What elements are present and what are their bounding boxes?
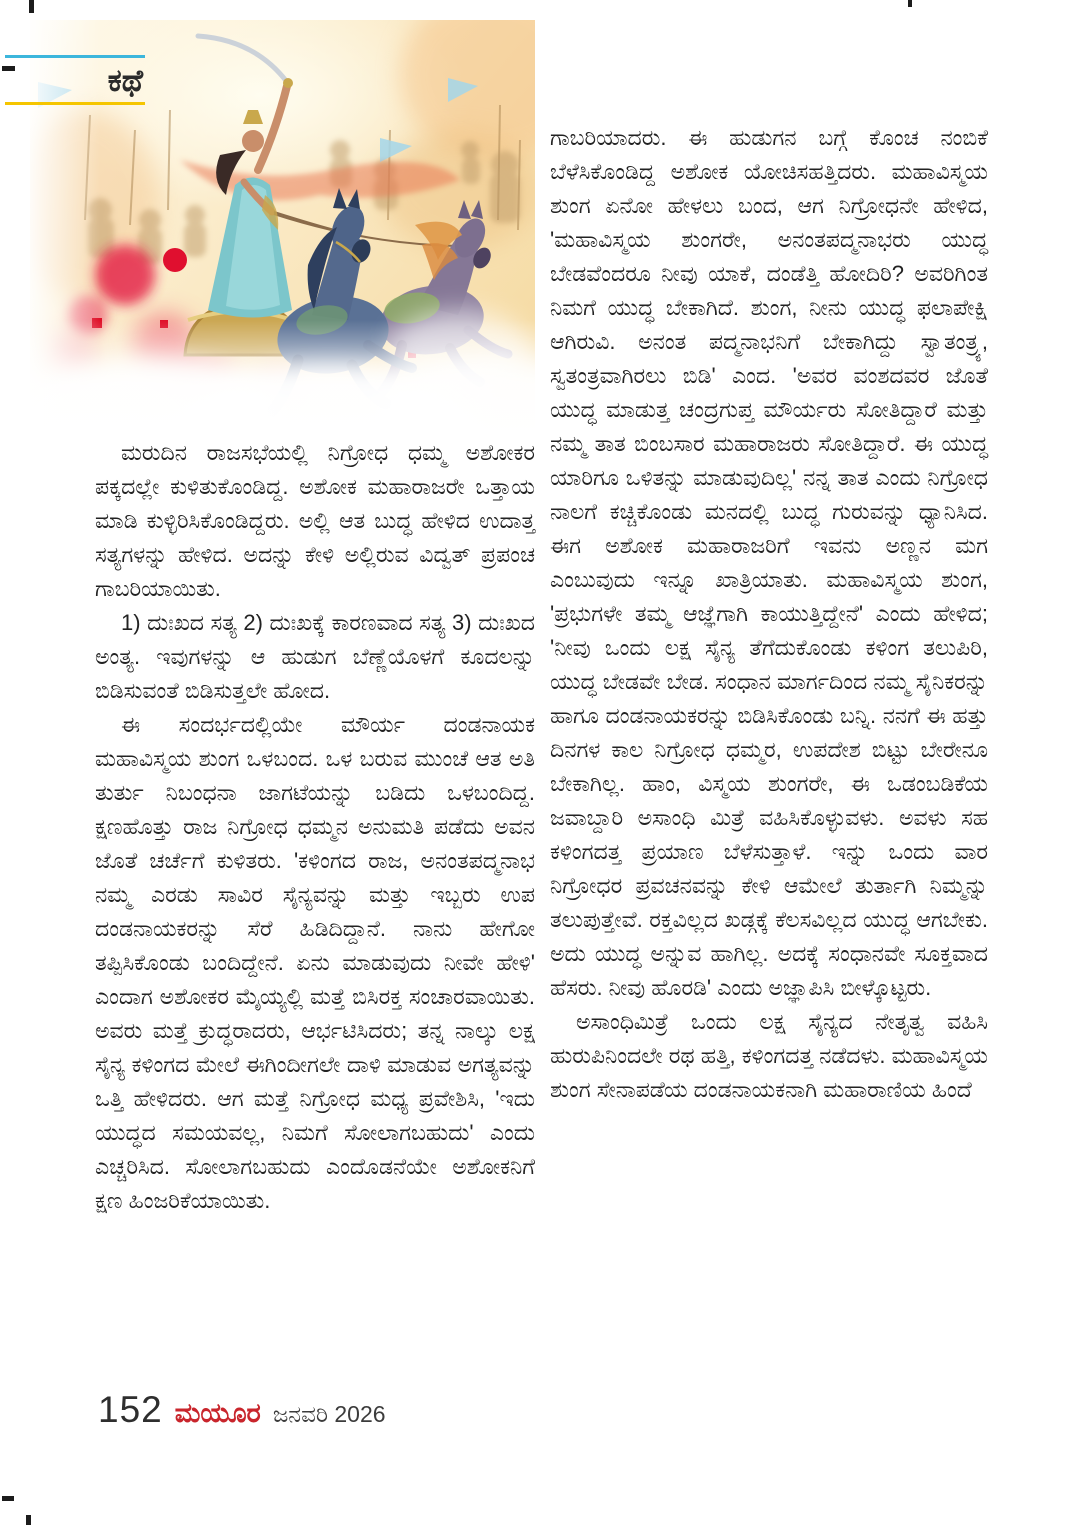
kicker-rule-yellow [5, 102, 145, 105]
issue-date: ಜನವರಿ 2026 [272, 1401, 386, 1427]
page-number: 152 [98, 1389, 163, 1430]
crop-mark-bottom-left [2, 1496, 14, 1501]
crop-mark-top-left [29, 0, 34, 13]
paragraph: ಗಾಬರಿಯಾದರು. ಈ ಹುಡುಗನ ಬಗ್ಗೆ ಕೊಂಚ ನಂಬಿಕೆ ಬೆಳೆಸಿಕೊಂಡಿದ್ದ ಅಶೋಕ ಯೋಚಿಸಹತ್ತಿದರು. ಮಹಾವಿಸ್ಮಯ ಶುಂಗ ಏನೋ ಹೇಳಲು ಬಂದ, ಆಗ ನಿಗ್ರೋಧನೇ ಹೇಳಿದ, 'ಮಹಾವಿಸ್ಮಯ ಶುಂಗರೇ, ಅನಂತಪದ್ಮನಾಭರು ಯುದ್ಧ ಬೇಡವೆಂದರೂ ನೀವು ಯಾಕೆ, ದಂಡೆತ್ತಿ ಹೋದಿರಿ? ಅವರಿಗಿಂತ ನಿಮಗೆ ಯುದ್ಧ ಬೇಕಾಗಿದೆ. ಶುಂಗ, ನೀನು ಯುದ್ಧ ಫಲಾಪೇಕ್ಷಿ ಆಗಿರುವಿ. ಅನಂತ ಪದ್ಮನಾಭನಿಗೆ ಬೇಕಾಗಿದ್ದು ಸ್ವಾತಂತ್ರ್ಯ, ಸ್ವತಂತ್ರವಾಗಿರಲು ಬಿಡಿ' ಎಂದ. 'ಅವರ ವಂಶದವರ ಜೊತೆ ಯುದ್ಧ ಮಾಡುತ್ತ ಚಂದ್ರಗುಪ್ತ ಮೌರ್ಯರು ಸೋತಿದ್ದಾರೆ ಮತ್ತು ನಮ್ಮ ತಾತ ಬಿಂಬಸಾರ ಮಹಾರಾಜರು ಸೋತಿದ್ದಾರೆ. ಈ ಯುದ್ಧ ಯಾರಿಗೂ ಒಳಿತನ್ನು ಮಾಡುವುದಿಲ್ಲ' ನನ್ನ ತಾತ ಎಂದು ನಿಗ್ರೋಧ ನಾಲಗೆ ಕಚ್ಚಿಕೊಂಡು ಮನದಲ್ಲಿ ಬುದ್ಧ ಗುರುವನ್ನು ಧ್ಯಾನಿಸಿದ. ಈಗ ಅಶೋಕ ಮಹಾರಾಜರಿಗೆ ಇವನು ಅಣ್ಣನ ಮಗ ಎಂಬುವುದು ಇನ್ನೂ ಖಾತ್ರಿಯಾತು. ಮಹಾವಿಸ್ಮಯ ಶುಂಗ, 'ಪ್ರಭುಗಳೇ ತಮ್ಮ ಆಜ್ಞೆಗಾಗಿ ಕಾಯುತ್ತಿದ್ದೇನೆ' ಎಂದು ಹೇಳಿದ; 'ನೀವು ಒಂದು ಲಕ್ಷ ಸೈನ್ಯ ತೆಗೆದುಕೊಂಡು ಕಳಿಂಗ ತಲುಪಿರಿ, ಯುದ್ಧ ಬೇಡವೇ ಬೇಡ. ಸಂಧಾನ ಮಾರ್ಗದಿಂದ ನಮ್ಮ ಸೈನಿಕರನ್ನು ಹಾಗೂ ದಂಡನಾಯಕರನ್ನು ಬಿಡಿಸಿಕೊಂಡು ಬನ್ನಿ. ನನಗೆ ಈ ಹತ್ತು ದಿನಗಳ ಕಾಲ ನಿಗ್ರೋಧ ಧಮ್ಮರ, ಉಪದೇಶ ಬಿಟ್ಟು ಬೇರೇನೂ ಬೇಕಾಗಿಲ್ಲ. ಹಾಂ, ವಿಸ್ಮಯ ಶುಂಗರೇ, ಈ ಒಡಂಬಡಿಕೆಯ ಜವಾಬ್ದಾರಿ ಅಸಾಂಧಿ ಮಿತ್ರೆ ವಹಿಸಿಕೊಳ್ಳುವಳು. ಅವಳು ಸಹ ಕಳಿಂಗದತ್ತ ಪ್ರಯಾಣ ಬೆಳೆಸುತ್ತಾಳೆ. ಇನ್ನು ಒಂದು ವಾರ ನಿಗ್ರೋಧರ ಪ್ರವಚನವನ್ನು ಕೇಳಿ ಆಮೇಲೆ ತುರ್ತಾಗಿ ನಿಮ್ಮನ್ನು ತಲುಪುತ್ತೇವೆ. ರಕ್ತವಿಲ್ಲದ ಖಡ್ಗಕ್ಕೆ ಕೆಲಸವಿಲ್ಲದ ಯುದ್ಧ ಆಗಬೇಕು. ಅದು ಯುದ್ಧ ಅನ್ನುವ ಹಾಗಿಲ್ಲ. ಅದಕ್ಕೆ ಸಂಧಾನವೇ ಸೂಕ್ತವಾದ ಹೆಸರು. ನೀವು ಹೊರಡಿ' ಎಂದು ಅಜ್ಞಾಪಿಸಿ ಬೀಳ್ಕೊಟ್ಟರು. [550, 125, 988, 1000]
section-kicker [5, 55, 145, 105]
left-text-column [95, 436, 535, 1218]
crop-mark-bottom [26, 1515, 31, 1525]
paragraph: ಮರುದಿನ ರಾಜಸಭೆಯಲ್ಲಿ ನಿಗ್ರೋಧ ಧಮ್ಮ ಅಶೋಕರ ಪಕ್ಕದಲ್ಲೇ ಕುಳಿತುಕೊಂಡಿದ್ದ. ಅಶೋಕ ಮಹಾರಾಜರೇ ಒತ್ತಾಯ ಮಾಡಿ ಕುಳ್ಳಿರಿಸಿಕೊಂಡಿದ್ದರು. ಅಲ್ಲಿ ಆತ ಬುದ್ಧ ಹೇಳಿದ ಉದಾತ್ತ ಸತ್ಯಗಳನ್ನು ಹೇಳಿದ. ಅದನ್ನು ಕೇಳಿ ಅಲ್ಲಿರುವ ವಿದ್ವತ್ ಪ್ರಪಂಚ ಗಾಬರಿಯಾಯಿತು. [95, 440, 535, 601]
section-label: ಕಥೆ [107, 63, 143, 98]
paragraph: 1) ದುಃಖದ ಸತ್ಯ 2) ದುಃಖಕ್ಕೆ ಕಾರಣವಾದ ಸತ್ಯ 3) ದುಃಖದ ಅಂತ್ಯ. ಇವುಗಳನ್ನು ಆ ಹುಡುಗ ಬೆಣ್ಣೆಯೊಳಗೆ ಕೂದಲನ್ನು ಬಿಡಿಸುವಂತೆ ಬಿಡಿಸುತ್ತಲೇ ಹೋದ. [95, 610, 535, 703]
right-text-column [550, 121, 988, 1107]
paragraph: ಅಸಾಂಧಿಮಿತ್ರೆ ಒಂದು ಲಕ್ಷ ಸೈನ್ಯದ ನೇತೃತ್ವ ವಹಿಸಿ ಹುರುಪಿನಿಂದಲೇ ರಥ ಹತ್ತಿ, ಕಳಿಂಗದತ್ತ ನಡೆದಳು. ಮಹಾವಿಸ್ಮಯ ಶುಂಗ ಸೇನಾಪಡೆಯ ದಂಡನಾಯಕನಾಗಿ ಮಹಾರಾಣಿಯ ಹಿಂದೆ [550, 1009, 988, 1102]
paragraph: ಈ ಸಂದರ್ಭದಲ್ಲಿಯೇ ಮೌರ್ಯ ದಂಡನಾಯಕ ಮಹಾವಿಸ್ಮಯ ಶುಂಗ ಒಳಬಂದ. ಒಳ ಬರುವ ಮುಂಚೆ ಆತ ಅತಿ ತುರ್ತು ನಿಬಂಧನಾ ಜಾಗಟೆಯನ್ನು ಬಡಿದು ಒಳಬಂದಿದ್ದ. ಕ್ಷಣಹೊತ್ತು ರಾಜ ನಿಗ್ರೋಧ ಧಮ್ಮನ ಅನುಮತಿ ಪಡೆದು ಅವನ ಜೊತೆ ಚರ್ಚೆಗೆ ಕುಳಿತರು. 'ಕಳಿಂಗದ ರಾಜ, ಅನಂತಪದ್ಮನಾಭ ನಮ್ಮ ಎರಡು ಸಾವಿರ ಸೈನ್ಯವನ್ನು ಮತ್ತು ಇಬ್ಬರು ಉಪ ದಂಡನಾಯಕರನ್ನು ಸೆರೆ ಹಿಡಿದಿದ್ದಾನೆ. ನಾನು ಹೇಗೋ ತಪ್ಪಿಸಿಕೊಂಡು ಬಂದಿದ್ದೇನೆ. ಏನು ಮಾಡುವುದು ನೀವೇ ಹೇಳಿ' ಎಂದಾಗ ಅಶೋಕರ ಮೈಯ್ಯಲ್ಲಿ ಮತ್ತೆ ಬಿಸಿರಕ್ತ ಸಂಚಾರವಾಯಿತು. ಅವರು ಮತ್ತೆ ಕ್ರುದ್ಧರಾದರು, ಆರ್ಭಟಿಸಿದರು; ತನ್ನ ನಾಲ್ಕು ಲಕ್ಷ ಸೈನ್ಯ ಕಳಿಂಗದ ಮೇಲೆ ಈಗಿಂದೀಗಲೇ ದಾಳಿ ಮಾಡುವ ಅಗತ್ಯವನ್ನು ಒತ್ತಿ ಹೇಳಿದರು. ಆಗ ಮತ್ತೆ ನಿಗ್ರೋಧ ಮಧ್ಯ ಪ್ರವೇಶಿಸಿ, 'ಇದು ಯುದ್ಧದ ಸಮಯವಲ್ಲ, ನಿಮಗೆ ಸೋಲಾಗಬಹುದು' ಎಂದು ಎಚ್ಚರಿಸಿದ. ಸೋಲಾಗಬಹುದು ಎಂದೊಡನೆಯೇ ಅಶೋಕನಿಗೆ ಕ್ಷಣ ಹಿಂಜರಿಕೆಯಾಯಿತು. [95, 712, 535, 1213]
magazine-logo: ಮಯೂರ [174, 1398, 261, 1428]
crop-mark-top-right [908, 0, 912, 7]
page-footer [98, 1389, 386, 1431]
